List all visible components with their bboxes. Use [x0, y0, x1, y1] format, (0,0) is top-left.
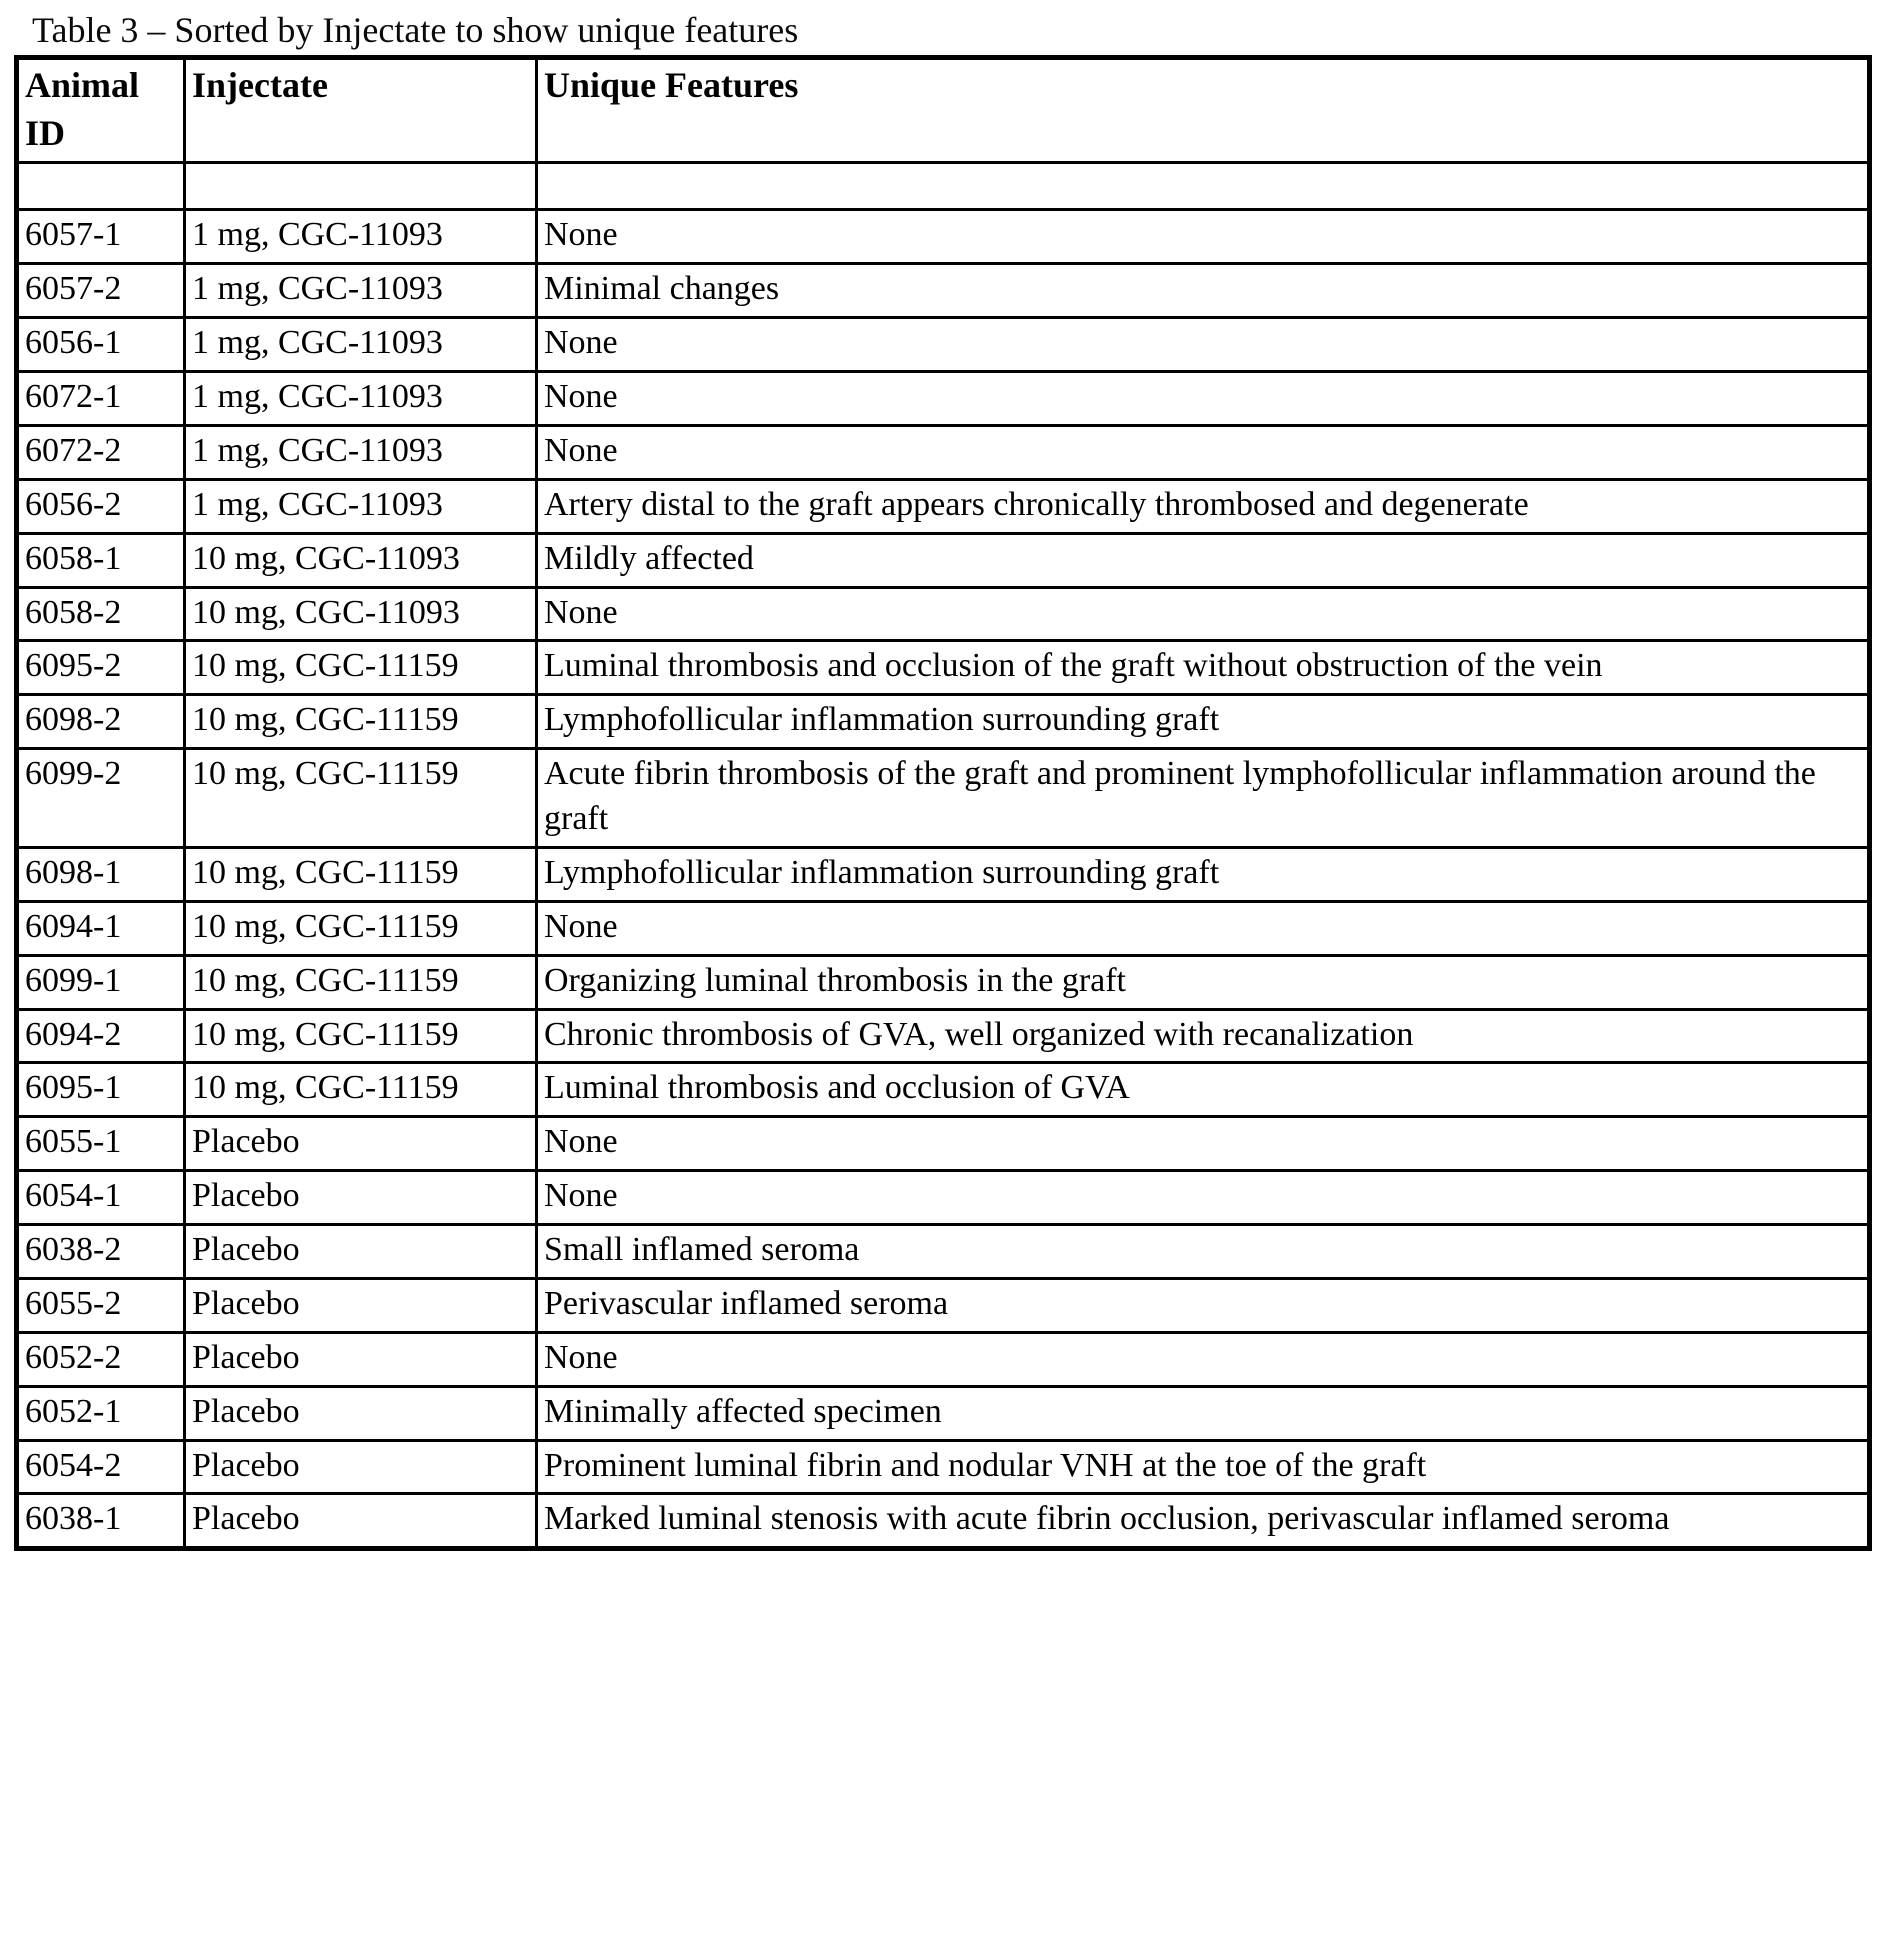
cell-animal-id: 6094-2 [17, 1009, 185, 1063]
cell-animal-id: 6072-2 [17, 425, 185, 479]
cell-injectate: Placebo [185, 1117, 537, 1171]
table-row [17, 1386, 1870, 1440]
cell-injectate: 10 mg, CGC-11093 [185, 533, 537, 587]
table-row [17, 1332, 1870, 1386]
header-row [17, 58, 1870, 163]
cell-animal-id: 6057-2 [17, 264, 185, 318]
cell-unique-features: Luminal thrombosis and occlusion of the graft without obstruction of the vein [537, 641, 1870, 695]
cell-animal-id: 6054-2 [17, 1440, 185, 1494]
table-row [17, 587, 1870, 641]
table-row [17, 901, 1870, 955]
features-table [14, 55, 1872, 1551]
cell-unique-features: Prominent luminal fibrin and nodular VNH at the toe of the graft [537, 1440, 1870, 1494]
cell-injectate: Placebo [185, 1386, 537, 1440]
table-row [17, 1278, 1870, 1332]
cell-injectate: Placebo [185, 1278, 537, 1332]
cell-unique-features: Lymphofollicular inflammation surrounding graft [537, 695, 1870, 749]
cell-injectate: 10 mg, CGC-11159 [185, 901, 537, 955]
table-caption: Table 3 – Sorted by Injectate to show unique features [32, 10, 799, 50]
cell-unique-features: Mildly affected [537, 533, 1870, 587]
cell-injectate: 1 mg, CGC-11093 [185, 372, 537, 426]
table-row [17, 749, 1870, 848]
cell-animal-id: 6099-2 [17, 749, 185, 848]
cell-injectate: 1 mg, CGC-11093 [185, 264, 537, 318]
cell-animal-id: 6055-2 [17, 1278, 185, 1332]
table-row [17, 1009, 1870, 1063]
table-row [17, 372, 1870, 426]
cell-injectate: 1 mg, CGC-11093 [185, 425, 537, 479]
spacer-row [17, 163, 1870, 210]
cell-animal-id: 6098-2 [17, 695, 185, 749]
cell-unique-features: Minimally affected specimen [537, 1386, 1870, 1440]
cell-injectate: 1 mg, CGC-11093 [185, 318, 537, 372]
cell-injectate: 1 mg, CGC-11093 [185, 210, 537, 264]
cell-animal-id: 6052-2 [17, 1332, 185, 1386]
cell-injectate: 10 mg, CGC-11159 [185, 1063, 537, 1117]
cell-animal-id: 6054-1 [17, 1171, 185, 1225]
cell-unique-features: None [537, 901, 1870, 955]
cell-animal-id: 6094-1 [17, 901, 185, 955]
cell-unique-features: Small inflamed seroma [537, 1225, 1870, 1279]
cell-injectate: 1 mg, CGC-11093 [185, 479, 537, 533]
table-row [17, 1225, 1870, 1279]
table-row [17, 264, 1870, 318]
cell-injectate: Placebo [185, 1225, 537, 1279]
table-row [17, 210, 1870, 264]
cell-unique-features: None [537, 210, 1870, 264]
table-row [17, 425, 1870, 479]
table-row [17, 695, 1870, 749]
cell-unique-features: None [537, 587, 1870, 641]
cell-unique-features: None [537, 425, 1870, 479]
spacer-cell [185, 163, 537, 210]
table-row [17, 533, 1870, 587]
cell-injectate: Placebo [185, 1332, 537, 1386]
cell-unique-features: Luminal thrombosis and occlusion of GVA [537, 1063, 1870, 1117]
cell-animal-id: 6055-1 [17, 1117, 185, 1171]
cell-injectate: 10 mg, CGC-11159 [185, 641, 537, 695]
cell-injectate: 10 mg, CGC-11159 [185, 847, 537, 901]
cell-animal-id: 6099-1 [17, 955, 185, 1009]
cell-animal-id: 6095-1 [17, 1063, 185, 1117]
cell-unique-features: Organizing luminal thrombosis in the graft [537, 955, 1870, 1009]
table-row [17, 1063, 1870, 1117]
cell-injectate: 10 mg, CGC-11159 [185, 749, 537, 848]
cell-animal-id: 6038-2 [17, 1225, 185, 1279]
cell-injectate: 10 mg, CGC-11159 [185, 695, 537, 749]
table-row [17, 955, 1870, 1009]
cell-unique-features: Minimal changes [537, 264, 1870, 318]
cell-animal-id: 6052-1 [17, 1386, 185, 1440]
spacer-cell [537, 163, 1870, 210]
cell-unique-features: Chronic thrombosis of GVA, well organized with recanalization [537, 1009, 1870, 1063]
table-row [17, 1494, 1870, 1549]
cell-animal-id: 6072-1 [17, 372, 185, 426]
cell-animal-id: 6095-2 [17, 641, 185, 695]
cell-animal-id: 6058-1 [17, 533, 185, 587]
cell-unique-features: None [537, 1332, 1870, 1386]
cell-animal-id: 6056-1 [17, 318, 185, 372]
col-header-unique-features: Unique Features [537, 58, 1870, 163]
table-row [17, 847, 1870, 901]
cell-animal-id: 6058-2 [17, 587, 185, 641]
cell-unique-features: Marked luminal stenosis with acute fibrin occlusion, perivascular inflamed seroma [537, 1494, 1870, 1549]
cell-animal-id: 6098-1 [17, 847, 185, 901]
cell-animal-id: 6057-1 [17, 210, 185, 264]
cell-unique-features: None [537, 1171, 1870, 1225]
col-header-injectate: Injectate [185, 58, 537, 163]
cell-unique-features: Lymphofollicular inflammation surrounding graft [537, 847, 1870, 901]
cell-unique-features: None [537, 1117, 1870, 1171]
table-row [17, 1171, 1870, 1225]
spacer-cell [17, 163, 185, 210]
cell-injectate: Placebo [185, 1171, 537, 1225]
cell-unique-features: Artery distal to the graft appears chronically thrombosed and degenerate [537, 479, 1870, 533]
cell-animal-id: 6056-2 [17, 479, 185, 533]
cell-injectate: 10 mg, CGC-11159 [185, 1009, 537, 1063]
cell-injectate: Placebo [185, 1440, 537, 1494]
cell-unique-features: None [537, 318, 1870, 372]
col-header-animal-id: Animal ID [17, 58, 185, 163]
cell-unique-features: Acute fibrin thrombosis of the graft and prominent lymphofollicular inflammation around the graft [537, 749, 1870, 848]
table-row [17, 479, 1870, 533]
table-row [17, 1117, 1870, 1171]
cell-injectate: 10 mg, CGC-11093 [185, 587, 537, 641]
cell-injectate: 10 mg, CGC-11159 [185, 955, 537, 1009]
cell-animal-id: 6038-1 [17, 1494, 185, 1549]
cell-unique-features: Perivascular inflamed seroma [537, 1278, 1870, 1332]
cell-unique-features: None [537, 372, 1870, 426]
table-row [17, 1440, 1870, 1494]
table-row [17, 641, 1870, 695]
cell-injectate: Placebo [185, 1494, 537, 1549]
table-row [17, 318, 1870, 372]
